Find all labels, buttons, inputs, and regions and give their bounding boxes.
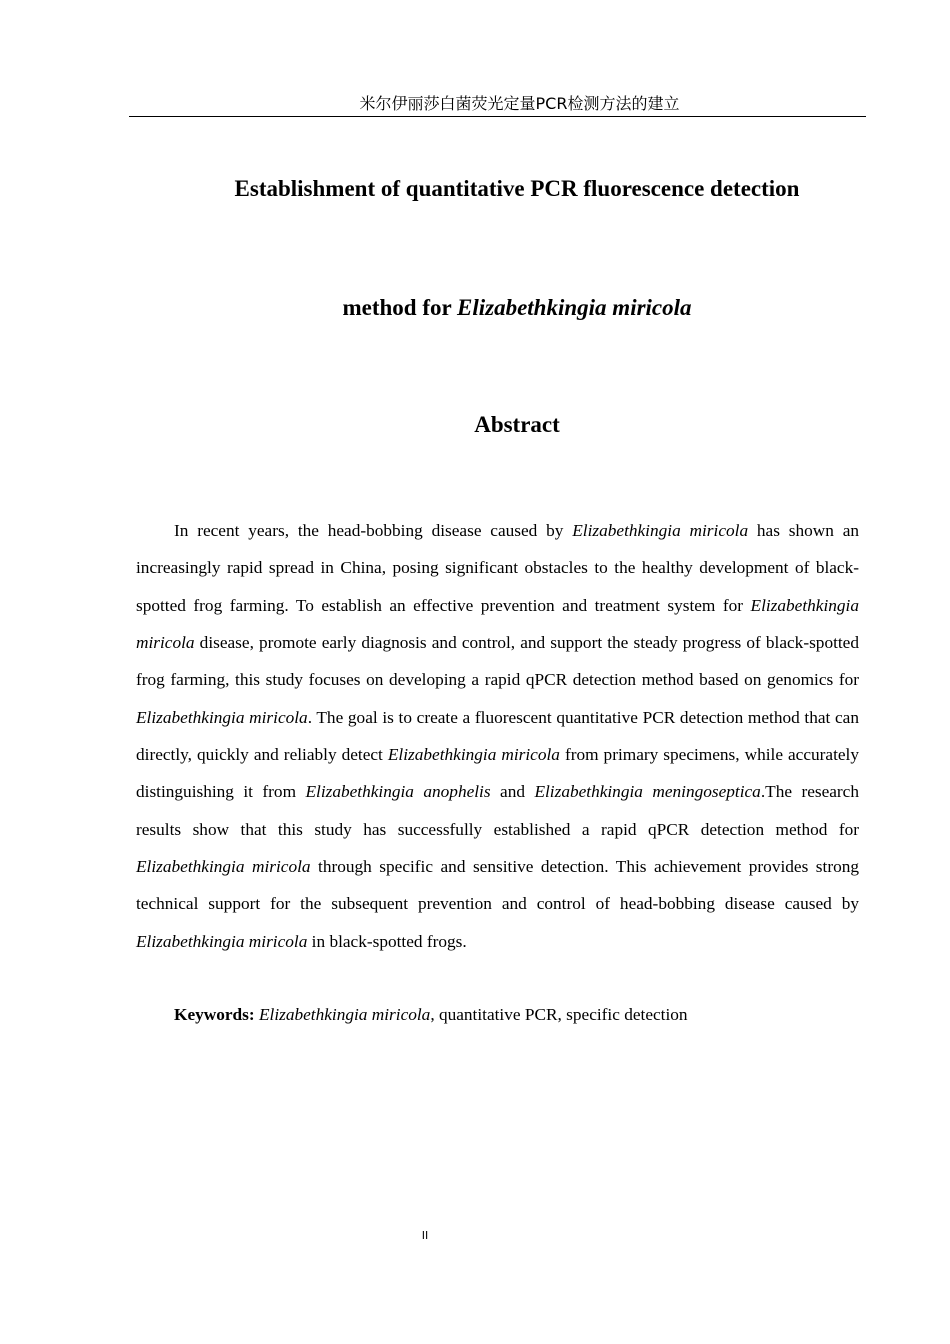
species-name: Elizabethkingia miricola [387,745,560,765]
abstract-text: . The goal is to create a fluorescent quantitative PCR detection method that can directly, quickly and reliably detect [136,707,859,765]
keywords-rest: , quantitative PCR, specific detection [430,1005,688,1024]
paper-title-line-1: Establishment of quantitative PCR fluorescence detection [234,176,800,201]
abstract-text: from primary specimens, while accurately distinguishing it from [136,745,859,802]
species-name: Elizabethkingia miricola [136,707,308,727]
running-header-title: 米尔伊丽莎白菌荧光定量PCR检测方法的建立 [359,94,680,113]
title-species: Elizabethkingia miricola [457,295,692,320]
abstract-text: .The research results show that this study has successfully established a rapid qPCR detection method for [136,782,859,839]
species-name: Elizabethkingia miricola [572,521,749,540]
keywords-species: Elizabethkingia miricola [258,1005,431,1024]
keywords-label: Keywords: [174,1005,255,1024]
abstract-body [136,512,859,960]
species-name: Elizabethkingia miricola [136,931,308,951]
species-name: Elizabethkingia miricola [136,857,311,877]
abstract-text: and [490,782,535,802]
paper-title-line-2 [0,293,950,323]
keywords-line [136,996,859,1033]
species-name: Elizabethkingia miricola [136,595,859,653]
species-name: Elizabethkingia anophelis [305,782,491,802]
abstract-text: has shown an increasingly rapid spread in China, posing significant obstacles to the healthy development of black-spotted frog farming. To establish an effective prevention and treatment system for [136,521,860,615]
running-header [129,92,866,117]
abstract-text: in black-spotted frogs. [307,931,467,951]
abstract-text: disease, promote early diagnosis and control, and support the steady progress of black-spotted frog farming, this study focuses on developing a rapid qPCR detection method based on genomics for [136,633,859,690]
abstract-heading: Abstract [474,412,560,437]
species-name: Elizabethkingia meningoseptica [534,782,761,802]
title-prefix: method for [342,295,458,320]
abstract-text: In recent years, the head-bobbing disease caused by [174,521,573,540]
abstract-text: through specific and sensitive detection. This achievement provides strong technical support for the subsequent prevention and control of head-bobbing disease caused by [136,857,859,914]
page-number: II [421,1229,429,1242]
